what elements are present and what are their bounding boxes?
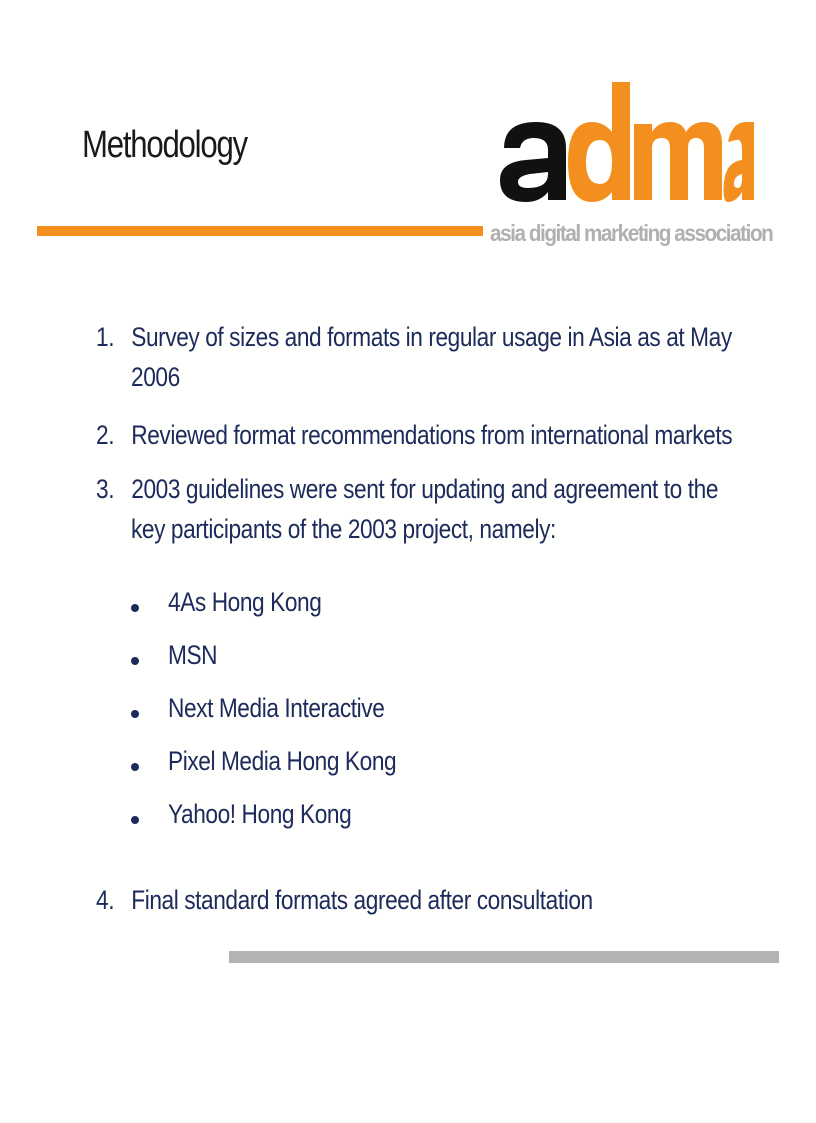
list-item-number: 3.	[96, 474, 115, 504]
footer-rule	[229, 951, 779, 963]
list-item-number: 1.	[96, 322, 115, 352]
list-item-text: Final standard formats agreed after consultation	[131, 885, 593, 915]
bullet-item-1: 4As Hong Kong	[168, 587, 322, 617]
bullet-item-2: MSN	[168, 640, 218, 670]
list-item-text: key participants of the 2003 project, namely:	[131, 514, 556, 544]
bullet-icon	[131, 763, 139, 771]
bullet-item-3: Next Media Interactive	[168, 693, 385, 723]
logo-tagline: asia digital marketing association	[490, 220, 773, 246]
list-item-text: Survey of sizes and formats in regular usage in Asia as at May	[131, 322, 732, 352]
bullet-icon	[131, 710, 139, 718]
list-item-text: Reviewed format recommendations from international markets	[131, 420, 733, 450]
bullet-item-4: Pixel Media Hong Kong	[168, 746, 397, 776]
bullet-icon	[131, 604, 139, 612]
bullet-item-5: Yahoo! Hong Kong	[168, 799, 352, 829]
list-item-number: 2.	[96, 420, 115, 450]
bullet-icon	[131, 816, 139, 824]
list-item-text: 2006	[131, 362, 180, 392]
bullet-icon	[131, 657, 139, 665]
list-item-number: 4.	[96, 885, 115, 915]
list-item-text: 2003 guidelines were sent for updating and agreement to the	[131, 474, 719, 504]
page-title: Methodology	[82, 124, 247, 166]
